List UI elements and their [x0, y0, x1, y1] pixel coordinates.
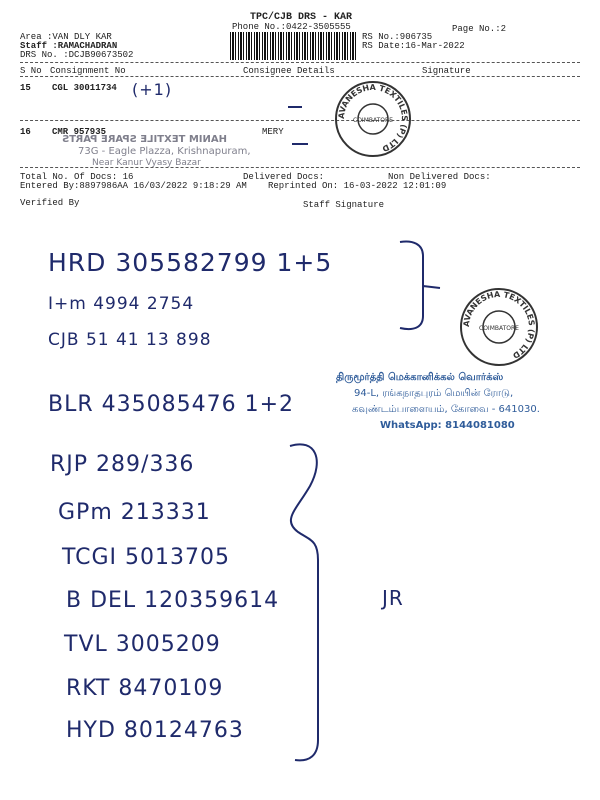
- company-stamp-right: [456, 284, 542, 370]
- company-stamp-top: [332, 78, 414, 160]
- row-15-handwritten-note: (+1): [132, 80, 173, 99]
- handwritten-initials: JR: [382, 586, 404, 610]
- barcode: [230, 32, 358, 60]
- row-15-consignment: CGL 30011734: [52, 83, 117, 93]
- divider: [20, 167, 580, 168]
- handwritten-line-hyd: HYD 80124763: [66, 718, 244, 743]
- faded-stamp-line3: Near Kanur Vyasy Bazar: [92, 158, 201, 168]
- column-header-consignment: Consignment No: [50, 66, 126, 76]
- delivered-docs: Delivered Docs:: [243, 172, 325, 182]
- row-16-consignment: CMR 957935: [52, 127, 107, 137]
- handwritten-line-ixm: I+m 4994 2754: [48, 294, 195, 314]
- row-16-s-no: 16: [20, 127, 31, 137]
- handwritten-line-del: B DEL 120359614: [66, 588, 280, 613]
- faded-stamp-line1: HANIM TEXTILE SPARE PARTS: [62, 134, 228, 145]
- rs-number: RS No.:906735: [362, 32, 433, 42]
- svg-text:AVANESHA TEXTILES (P) LTD: AVANESHA TEXTILES (P) LTD: [461, 289, 537, 361]
- handwritten-line-rkt: RKT 8470109: [66, 676, 224, 701]
- divider: [20, 120, 580, 121]
- column-header-signature: Signature: [422, 66, 471, 76]
- drs-number: DRS No. :DCJB90673502: [20, 50, 134, 60]
- blue-stamp-line1: திருமூர்த்தி மெக்கானிக்கல் வொர்க்ஸ்: [336, 372, 504, 383]
- svg-text:COIMBATORE: COIMBATORE: [353, 117, 393, 124]
- non-delivered-docs: Non Delivered Docs:: [388, 172, 491, 182]
- phone-number: Phone No.:0422-3505555: [232, 22, 351, 32]
- divider: [20, 76, 580, 77]
- dash-mark: [292, 143, 308, 145]
- handwritten-line-tvl: TVL 3005209: [64, 632, 221, 657]
- staff-label: Staff :RAMACHADRAN: [20, 41, 118, 51]
- blue-stamp-line4: WhatsApp: 8144081080: [380, 420, 515, 431]
- svg-text:AVANESHA TEXTILES (P) LTD: AVANESHA TEXTILES (P) LTD: [336, 82, 410, 154]
- page-number: Page No.:2: [452, 24, 507, 34]
- row-16-consignee: MERY: [262, 127, 284, 137]
- handwritten-line-blr: BLR 435085476 1+2: [48, 392, 295, 417]
- document-title: TPC/CJB DRS - KAR: [250, 12, 353, 23]
- blue-stamp-line2: 94-L, ரங்கநாதபுரம் மெயின் ரோடு,: [354, 388, 514, 399]
- row-15-s-no: 15: [20, 83, 31, 93]
- staff-signature: Staff Signature: [303, 200, 385, 210]
- rs-date: RS Date:16-Mar-2022: [362, 41, 465, 51]
- handwritten-line-hrd: HRD 305582799 1+5: [48, 248, 333, 277]
- handwritten-bracket-bottom: [280, 440, 340, 770]
- divider: [20, 62, 580, 63]
- dash-mark: [288, 106, 302, 108]
- verified-by: Verified By: [20, 198, 80, 208]
- handwritten-line-rjp: RJP 289/336: [50, 452, 195, 477]
- handwritten-line-cjb: CJB 51 41 13 898: [48, 330, 212, 350]
- handwritten-bracket-top: [395, 236, 445, 336]
- blue-stamp-line3: கவுண்டம்பாளையம், கோவை - 641030.: [352, 404, 540, 415]
- handwritten-line-tcgi: TCGI 5013705: [62, 545, 231, 570]
- reprinted-on: Reprinted On: 16-03-2022 12:01:09: [268, 181, 447, 191]
- column-header-consignee: Consignee Details: [243, 66, 335, 76]
- svg-text:COIMBATORE: COIMBATORE: [479, 325, 519, 332]
- total-docs: Total No. Of Docs: 16: [20, 172, 134, 182]
- handwritten-line-gpm: GPm 213331: [58, 500, 211, 525]
- faded-stamp-line2: 73G - Eagle Plazza, Krishnapuram,: [78, 146, 251, 157]
- entered-by: Entered By:8897986AA 16/03/2022 9:18:29 AM: [20, 181, 247, 191]
- area-label: Area :VAN DLY KAR: [20, 32, 112, 42]
- column-header-s-no: S No: [20, 66, 42, 76]
